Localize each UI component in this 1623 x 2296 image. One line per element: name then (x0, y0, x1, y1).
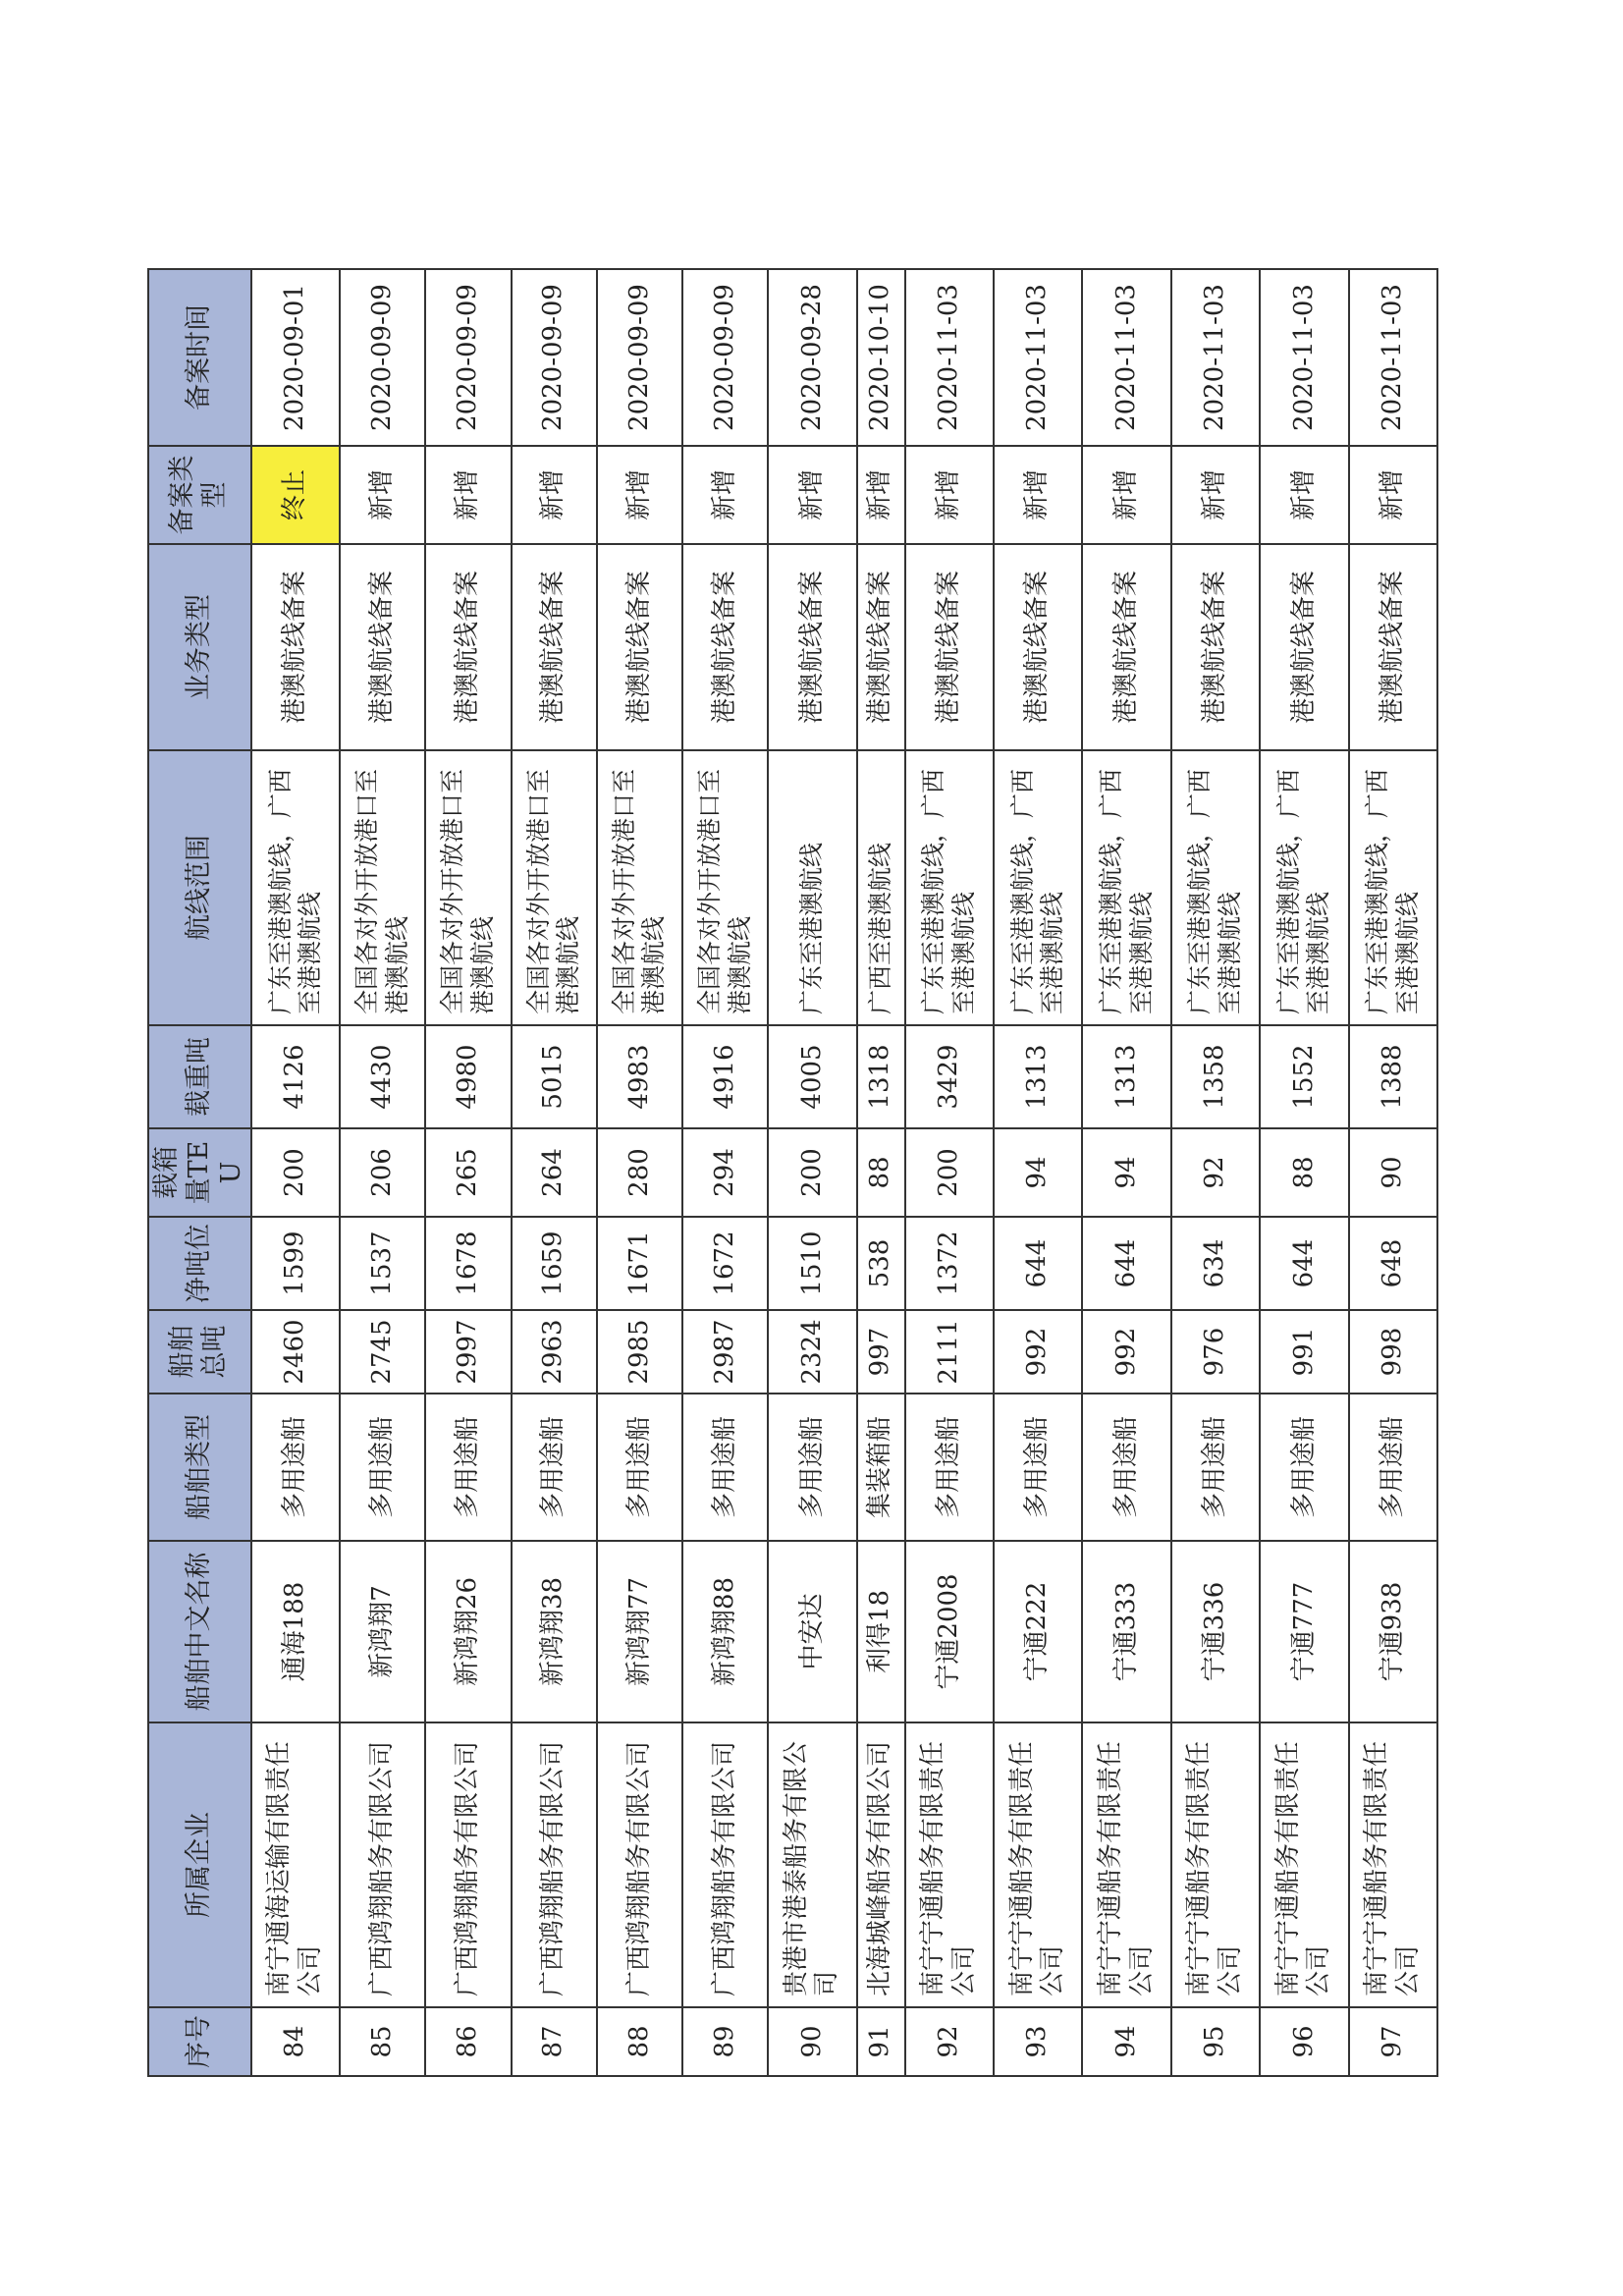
cell-route: 广东至港澳航线，广西至港澳航线 (1349, 750, 1437, 1025)
cell-record-type: 新增 (857, 446, 905, 544)
table-row (1260, 269, 1348, 2076)
cell-record-type: 新增 (1260, 446, 1348, 544)
cell-dwt: 4980 (425, 1025, 511, 1128)
table-row (905, 269, 994, 2076)
cell-no: 86 (425, 2007, 511, 2076)
cell-route: 广西至港澳航线 (857, 750, 905, 1025)
cell-net-tonnage: 1599 (251, 1217, 340, 1310)
cell-ship-type: 多用途船 (1171, 1394, 1260, 1541)
cell-ship-name: 新鸿翔26 (425, 1541, 511, 1722)
cell-business-type: 港澳航线备案 (1082, 544, 1170, 750)
cell-ship-name: 利得18 (857, 1541, 905, 1722)
cell-teu: 88 (1260, 1128, 1348, 1217)
cell-net-tonnage: 644 (994, 1217, 1082, 1310)
cell-net-tonnage: 1678 (425, 1217, 511, 1310)
cell-teu: 206 (340, 1128, 425, 1217)
cell-ship-name: 新鸿翔77 (597, 1541, 682, 1722)
cell-record-date: 2020-11-03 (1260, 269, 1348, 446)
cell-route: 广东至港澳航线，广西至港澳航线 (1260, 750, 1348, 1025)
cell-business-type: 港澳航线备案 (1349, 544, 1437, 750)
cell-dwt: 1313 (994, 1025, 1082, 1128)
cell-route: 全国各对外开放港口至港澳航线 (682, 750, 768, 1025)
col-header-teu: 载箱量TEU (148, 1128, 251, 1217)
cell-company: 广西鸿翔船务有限公司 (425, 1722, 511, 2007)
cell-no: 85 (340, 2007, 425, 2076)
cell-net-tonnage: 644 (1082, 1217, 1170, 1310)
cell-no: 93 (994, 2007, 1082, 2076)
cell-ship-name: 新鸿翔88 (682, 1541, 768, 1722)
cell-teu: 200 (251, 1128, 340, 1217)
cell-dwt: 4916 (682, 1025, 768, 1128)
cell-business-type: 港澳航线备案 (251, 544, 340, 750)
cell-teu: 200 (768, 1128, 856, 1217)
cell-ship-type: 多用途船 (1260, 1394, 1348, 1541)
cell-dwt: 4983 (597, 1025, 682, 1128)
cell-gross-tonnage: 2987 (682, 1310, 768, 1394)
cell-company: 南宁通海运输有限责任公司 (251, 1722, 340, 2007)
cell-ship-name: 宁通938 (1349, 1541, 1437, 1722)
cell-gross-tonnage: 2963 (512, 1310, 597, 1394)
cell-net-tonnage: 634 (1171, 1217, 1260, 1310)
cell-gross-tonnage: 2111 (905, 1310, 994, 1394)
cell-route: 全国各对外开放港口至港澳航线 (425, 750, 511, 1025)
col-header-dwt: 载重吨 (148, 1025, 251, 1128)
col-header-ship-name: 船舶中文名称 (148, 1541, 251, 1722)
cell-dwt: 4005 (768, 1025, 856, 1128)
cell-business-type: 港澳航线备案 (425, 544, 511, 750)
cell-gross-tonnage: 992 (1082, 1310, 1170, 1394)
cell-no: 84 (251, 2007, 340, 2076)
cell-ship-type: 多用途船 (905, 1394, 994, 1541)
cell-route: 广东至港澳航线，广西至港澳航线 (1082, 750, 1170, 1025)
cell-record-date: 2020-11-03 (1082, 269, 1170, 446)
cell-route: 广东至港澳航线，广西至港澳航线 (1171, 750, 1260, 1025)
cell-ship-name: 宁通222 (994, 1541, 1082, 1722)
cell-record-date: 2020-11-03 (1171, 269, 1260, 446)
cell-record-date: 2020-09-01 (251, 269, 340, 446)
cell-ship-name: 宁通336 (1171, 1541, 1260, 1722)
cell-ship-type: 多用途船 (682, 1394, 768, 1541)
cell-net-tonnage: 1537 (340, 1217, 425, 1310)
cell-gross-tonnage: 998 (1349, 1310, 1437, 1394)
table-row (994, 269, 1082, 2076)
cell-company: 南宁宁通船务有限责任公司 (1171, 1722, 1260, 2007)
cell-ship-name: 新鸿翔7 (340, 1541, 425, 1722)
col-header-record-type: 备案类型 (148, 446, 251, 544)
cell-net-tonnage: 1659 (512, 1217, 597, 1310)
cell-no: 94 (1082, 2007, 1170, 2076)
cell-ship-type: 多用途船 (1349, 1394, 1437, 1541)
cell-no: 96 (1260, 2007, 1348, 2076)
cell-ship-name: 宁通2008 (905, 1541, 994, 1722)
cell-ship-type: 多用途船 (340, 1394, 425, 1541)
header-row (148, 269, 251, 2076)
cell-net-tonnage: 1671 (597, 1217, 682, 1310)
cell-dwt: 1318 (857, 1025, 905, 1128)
cell-teu: 264 (512, 1128, 597, 1217)
cell-net-tonnage: 1510 (768, 1217, 856, 1310)
cell-company: 广西鸿翔船务有限公司 (682, 1722, 768, 2007)
rotated-table-container (147, 270, 1438, 2077)
cell-route: 全国各对外开放港口至港澳航线 (340, 750, 425, 1025)
cell-ship-type: 集装箱船 (857, 1394, 905, 1541)
cell-record-date: 2020-09-09 (425, 269, 511, 446)
cell-ship-type: 多用途船 (512, 1394, 597, 1541)
cell-ship-name: 中安达 (768, 1541, 856, 1722)
cell-route: 全国各对外开放港口至港澳航线 (597, 750, 682, 1025)
cell-ship-type: 多用途船 (768, 1394, 856, 1541)
cell-teu: 265 (425, 1128, 511, 1217)
cell-company: 北海城峰船务有限公司 (857, 1722, 905, 2007)
cell-business-type: 港澳航线备案 (994, 544, 1082, 750)
cell-business-type: 港澳航线备案 (512, 544, 597, 750)
cell-dwt: 5015 (512, 1025, 597, 1128)
cell-business-type: 港澳航线备案 (682, 544, 768, 750)
table-row (1171, 269, 1260, 2076)
table-row (1082, 269, 1170, 2076)
cell-record-type: 新增 (1082, 446, 1170, 544)
cell-record-date: 2020-09-28 (768, 269, 856, 446)
cell-gross-tonnage: 2745 (340, 1310, 425, 1394)
cell-teu: 92 (1171, 1128, 1260, 1217)
table-row (1349, 269, 1437, 2076)
cell-net-tonnage: 538 (857, 1217, 905, 1310)
cell-record-type: 新增 (425, 446, 511, 544)
cell-gross-tonnage: 992 (994, 1310, 1082, 1394)
cell-record-type: 新增 (682, 446, 768, 544)
cell-record-type: 新增 (597, 446, 682, 544)
cell-route: 广东至港澳航线，广西至港澳航线 (994, 750, 1082, 1025)
cell-teu: 94 (1082, 1128, 1170, 1217)
cell-record-type: 终止 (251, 446, 340, 544)
cell-record-date: 2020-11-03 (905, 269, 994, 446)
cell-net-tonnage: 1672 (682, 1217, 768, 1310)
cell-company: 南宁宁通船务有限责任公司 (905, 1722, 994, 2007)
cell-record-date: 2020-09-09 (512, 269, 597, 446)
cell-record-date: 2020-11-03 (1349, 269, 1437, 446)
cell-business-type: 港澳航线备案 (597, 544, 682, 750)
cell-gross-tonnage: 2460 (251, 1310, 340, 1394)
cell-record-date: 2020-11-03 (994, 269, 1082, 446)
cell-business-type: 港澳航线备案 (768, 544, 856, 750)
cell-business-type: 港澳航线备案 (1260, 544, 1348, 750)
col-header-company: 所属企业 (148, 1722, 251, 2007)
cell-ship-type: 多用途船 (994, 1394, 1082, 1541)
cell-gross-tonnage: 2324 (768, 1310, 856, 1394)
cell-no: 90 (768, 2007, 856, 2076)
cell-net-tonnage: 648 (1349, 1217, 1437, 1310)
cell-gross-tonnage: 991 (1260, 1310, 1348, 1394)
cell-no: 88 (597, 2007, 682, 2076)
cell-ship-type: 多用途船 (425, 1394, 511, 1541)
cell-dwt: 1313 (1082, 1025, 1170, 1128)
cell-ship-type: 多用途船 (597, 1394, 682, 1541)
cell-gross-tonnage: 976 (1171, 1310, 1260, 1394)
cell-gross-tonnage: 2997 (425, 1310, 511, 1394)
cell-gross-tonnage: 997 (857, 1310, 905, 1394)
cell-no: 92 (905, 2007, 994, 2076)
cell-teu: 294 (682, 1128, 768, 1217)
cell-business-type: 港澳航线备案 (1171, 544, 1260, 750)
cell-record-type: 新增 (1171, 446, 1260, 544)
cell-dwt: 4430 (340, 1025, 425, 1128)
col-header-record-date: 备案时间 (148, 269, 251, 446)
cell-route: 广东至港澳航线 (768, 750, 856, 1025)
ship-filing-table (147, 268, 1438, 2077)
cell-dwt: 1552 (1260, 1025, 1348, 1128)
table-row (340, 269, 425, 2076)
cell-dwt: 3429 (905, 1025, 994, 1128)
cell-record-date: 2020-09-09 (682, 269, 768, 446)
cell-company: 贵港市港泰船务有限公司 (768, 1722, 856, 2007)
cell-company: 广西鸿翔船务有限公司 (597, 1722, 682, 2007)
cell-no: 97 (1349, 2007, 1437, 2076)
cell-teu: 88 (857, 1128, 905, 1217)
cell-route: 广东至港澳航线，广西至港澳航线 (905, 750, 994, 1025)
cell-record-type: 新增 (994, 446, 1082, 544)
cell-record-type: 新增 (512, 446, 597, 544)
col-header-route: 航线范围 (148, 750, 251, 1025)
cell-company: 广西鸿翔船务有限公司 (340, 1722, 425, 2007)
cell-record-date: 2020-10-10 (857, 269, 905, 446)
col-header-business-type: 业务类型 (148, 544, 251, 750)
cell-record-type: 新增 (1349, 446, 1437, 544)
cell-no: 95 (1171, 2007, 1260, 2076)
cell-business-type: 港澳航线备案 (340, 544, 425, 750)
cell-record-date: 2020-09-09 (597, 269, 682, 446)
col-header-net-tonnage: 净吨位 (148, 1217, 251, 1310)
cell-record-type: 新增 (905, 446, 994, 544)
cell-dwt: 1358 (1171, 1025, 1260, 1128)
cell-gross-tonnage: 2985 (597, 1310, 682, 1394)
cell-net-tonnage: 644 (1260, 1217, 1348, 1310)
cell-ship-name: 宁通333 (1082, 1541, 1170, 1722)
table-row (251, 269, 340, 2076)
cell-dwt: 4126 (251, 1025, 340, 1128)
cell-dwt: 1388 (1349, 1025, 1437, 1128)
cell-teu: 280 (597, 1128, 682, 1217)
cell-ship-name: 宁通777 (1260, 1541, 1348, 1722)
cell-teu: 94 (994, 1128, 1082, 1217)
cell-company: 南宁宁通船务有限责任公司 (994, 1722, 1082, 2007)
table-row (768, 269, 856, 2076)
cell-company: 广西鸿翔船务有限公司 (512, 1722, 597, 2007)
cell-business-type: 港澳航线备案 (905, 544, 994, 750)
cell-net-tonnage: 1372 (905, 1217, 994, 1310)
cell-ship-type: 多用途船 (251, 1394, 340, 1541)
col-header-ship-type: 船舶类型 (148, 1394, 251, 1541)
cell-no: 87 (512, 2007, 597, 2076)
cell-ship-name: 新鸿翔38 (512, 1541, 597, 1722)
cell-record-type: 新增 (768, 446, 856, 544)
cell-business-type: 港澳航线备案 (857, 544, 905, 750)
cell-no: 89 (682, 2007, 768, 2076)
cell-route: 广东至港澳航线，广西至港澳航线 (251, 750, 340, 1025)
cell-company: 南宁宁通船务有限责任公司 (1260, 1722, 1348, 2007)
cell-route: 全国各对外开放港口至港澳航线 (512, 750, 597, 1025)
cell-no: 91 (857, 2007, 905, 2076)
cell-record-date: 2020-09-09 (340, 269, 425, 446)
cell-company: 南宁宁通船务有限责任公司 (1349, 1722, 1437, 2007)
cell-ship-name: 通海188 (251, 1541, 340, 1722)
col-header-no: 序号 (148, 2007, 251, 2076)
cell-teu: 90 (1349, 1128, 1437, 1217)
table-row (857, 269, 905, 2076)
col-header-gross-tonnage: 船舶总吨 (148, 1310, 251, 1394)
cell-record-type: 新增 (340, 446, 425, 544)
cell-teu: 200 (905, 1128, 994, 1217)
cell-ship-type: 多用途船 (1082, 1394, 1170, 1541)
table-row (425, 269, 511, 2076)
table-row (682, 269, 768, 2076)
cell-company: 南宁宁通船务有限责任公司 (1082, 1722, 1170, 2007)
table-row (597, 269, 682, 2076)
table-row (512, 269, 597, 2076)
